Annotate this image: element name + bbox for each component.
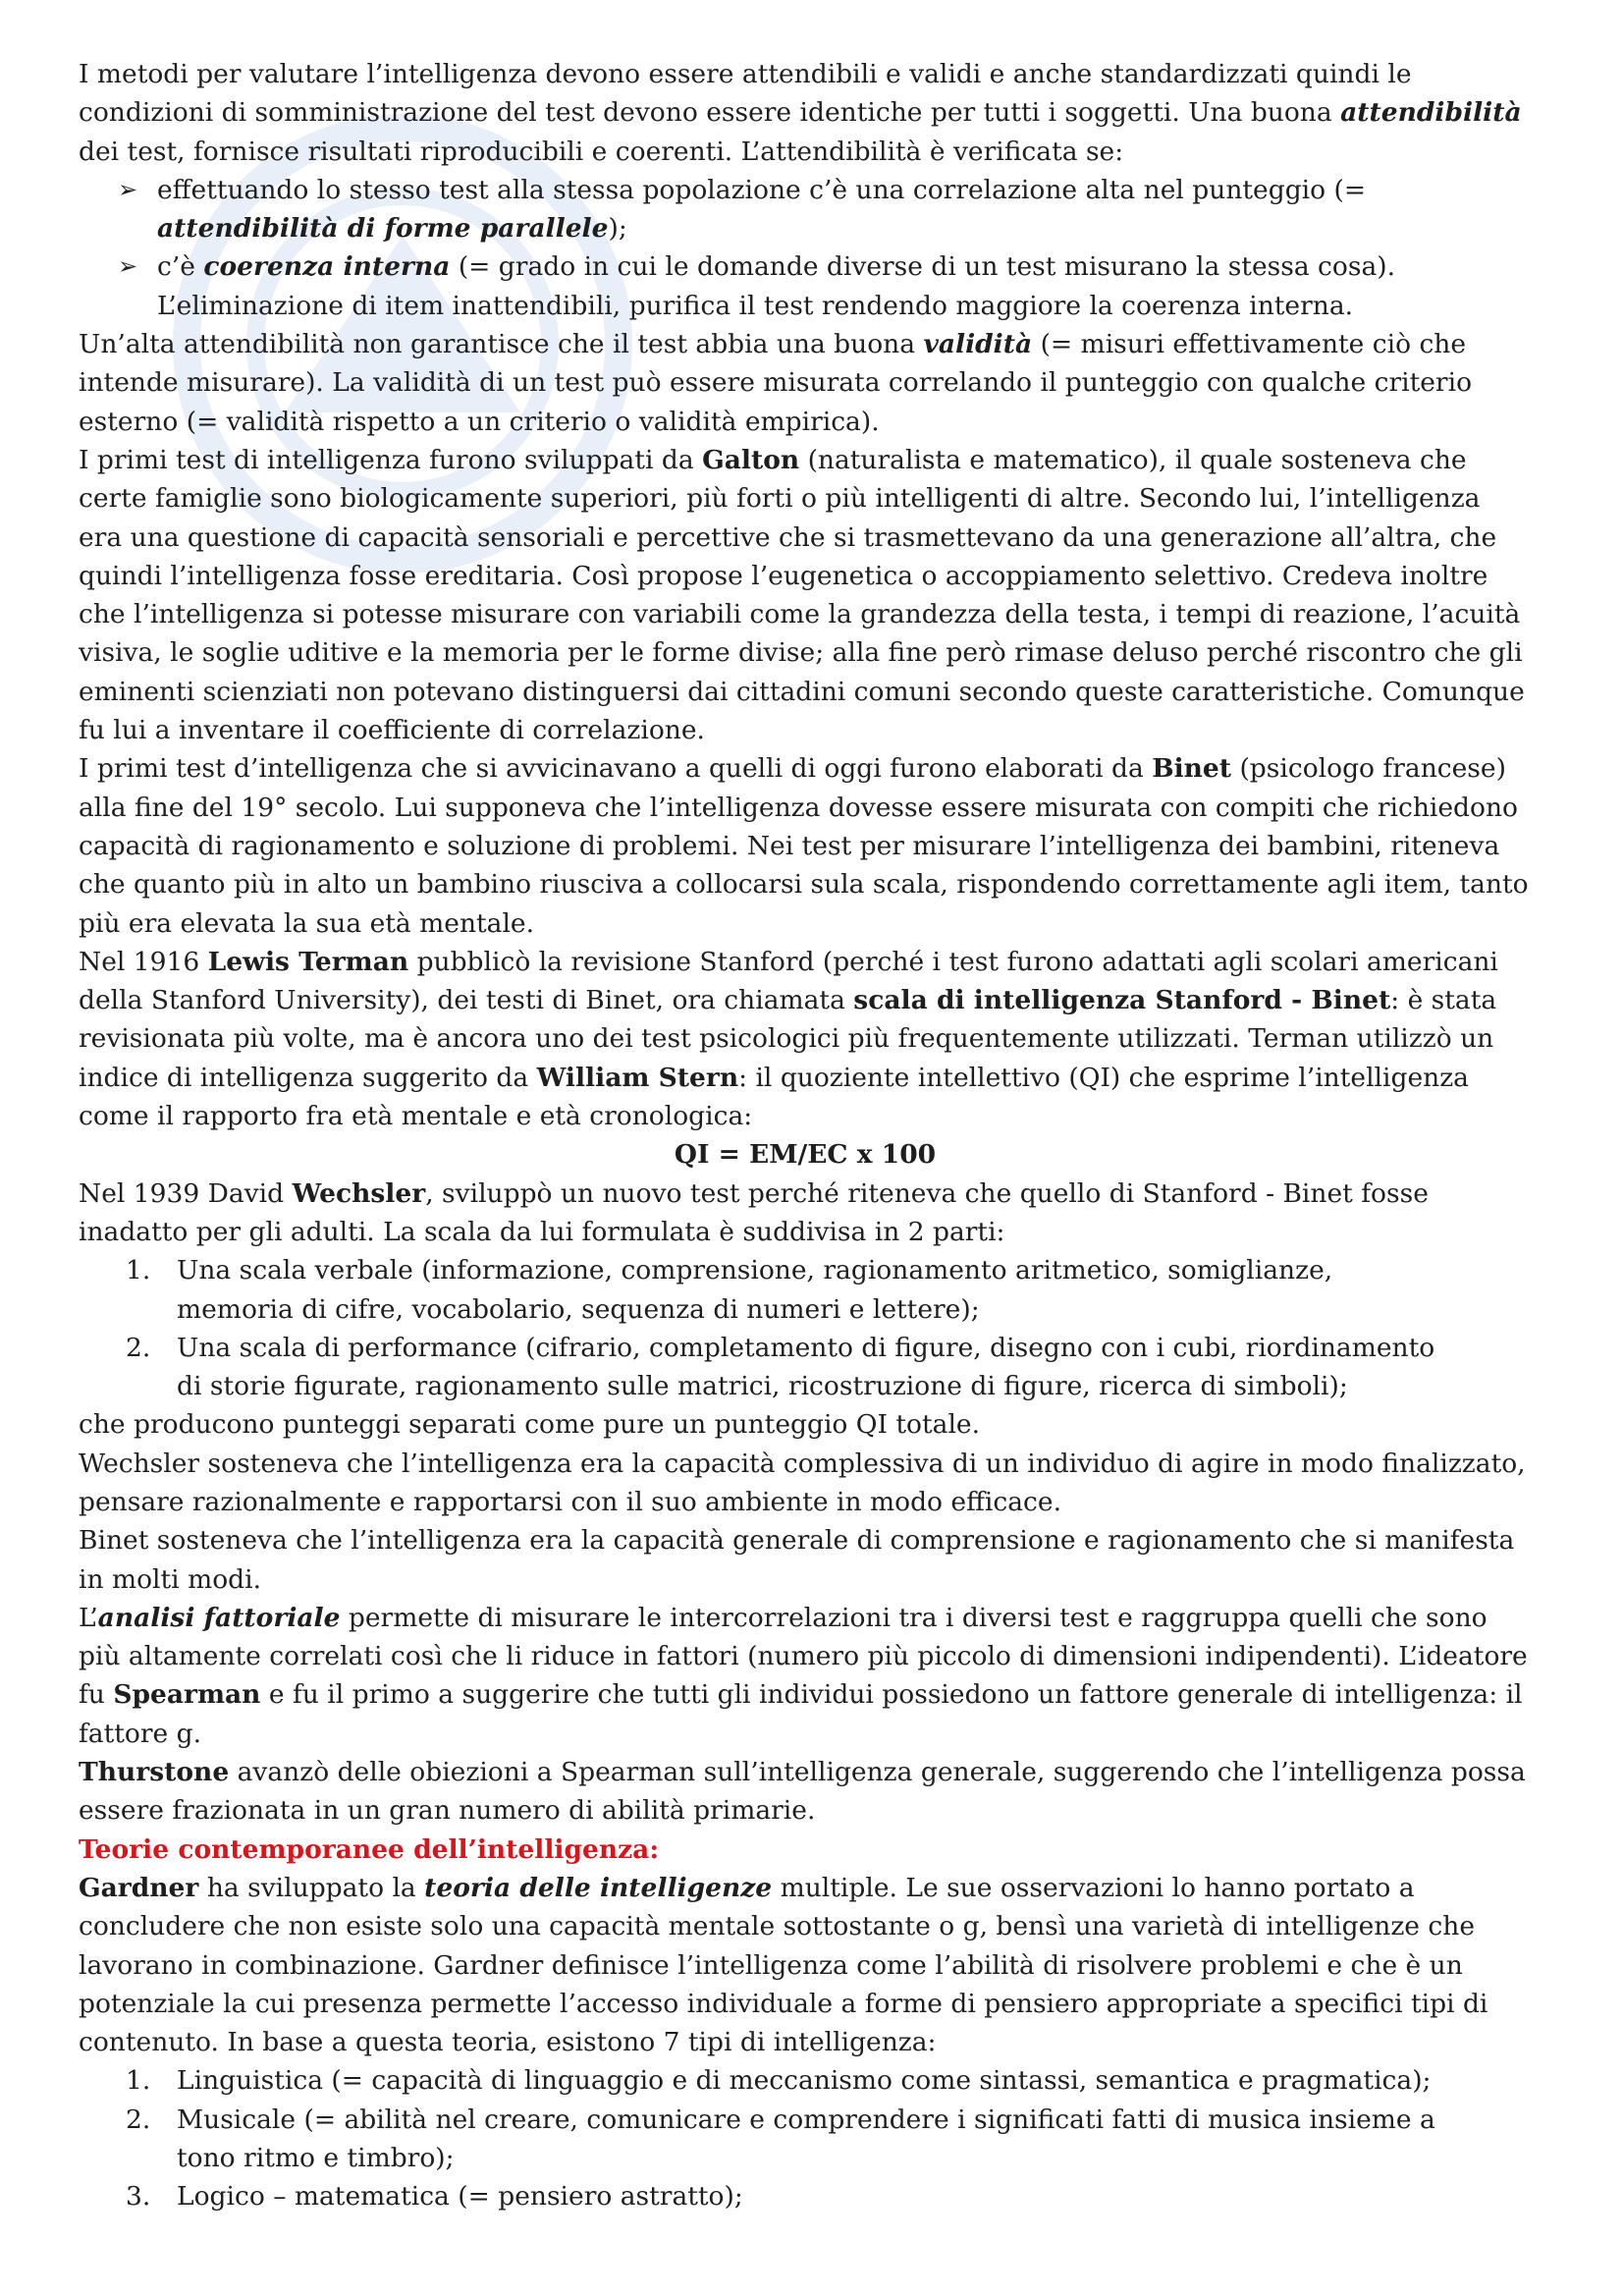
intelligence-types-list (79, 2061, 1532, 2215)
arrow-bullet-icon: ➢ (118, 252, 138, 281)
paragraph-binet-def: Binet sosteneva che l’intelligenza era la capacità generale di comprensione e ragionamento che si manifesta in molti modi. (79, 1525, 1515, 1595)
list-item: 1. Una scala verbale (informazione, comprensione, ragionamento aritmetico, somiglianze, memoria di cifre, vocabolario, sequenza di numeri e lettere); (126, 1255, 1333, 1325)
list-item: 2. Musicale (= abilità nel creare, comunicare e comprendere i significati fatti di musica insieme a tono ritmo e timbro); (126, 2104, 1435, 2174)
bullet-item: ➢ c’è coerenza interna (= grado in cui le domande diverse di un test misurano la stessa cosa). L’eliminazione di item inattendibili, purifica il test rendendo maggiore la coerenza interna. (79, 247, 1532, 325)
paragraph-terman: Nel 1916 Lewis Terman pubblicò la revisione Stanford (perché i test furono adattati agli scolari americani della Stanford University), dei testi di Binet, ora chiamata scala di intelligenza Stanford - Binet: è stata revisionata più volte, ma è ancora uno dei test psicologici più frequentemente utilizzati. Terman utilizzò un indice di intelligenza suggerito da William Stern: il quoziente intellettivo (QI) che esprime l’intelligenza come il rapporto fra età mentale e età cronologica: (79, 946, 1498, 1132)
document-page (79, 55, 1532, 2216)
arrow-bullet-icon: ➢ (118, 175, 138, 203)
list-item: 1. Linguistica (= capacità di linguaggio e di meccanismo come sintassi, semantica e pragmatica); (126, 2065, 1432, 2097)
bullet-item: ➢ effettuando lo stesso test alla stessa popolazione c’è una correlazione alta nel punteggio (= attendibilità di forme parallele); (79, 171, 1532, 248)
paragraph-gardner: Gardner ha sviluppato la teoria delle intelligenze multiple. Le sue osservazioni lo hanno portato a concludere che non esiste solo una capacità mentale sottostante o g, bensì una varietà di intelligenze che lavorano in combinazione. Gardner definisce l’intelligenza come l’abilità di risolvere problemi e che è un potenziale la cui presenza permette l’accesso individuale a forme di pensiero appropriate a specifici tipi di contenuto. In base a questa teoria, esistono 7 tipi di intelligenza: (79, 1872, 1488, 2058)
iq-formula: QI = EM/EC x 100 (674, 1139, 937, 1171)
paragraph-validita: Un’alta attendibilità non garantisce che il test abbia una buona validità (= misuri effettivamente ciò che intende misurare). La validità di un test può essere misurata correlando il punteggio con qualche criterio esterno (= validità rispetto a un criterio o validità empirica). (79, 329, 1473, 437)
paragraph-thurstone: Thurstone avanzò delle obiezioni a Spearman sull’intelligenza generale, suggerendo che l’intelligenza possa essere frazionata in un gran numero di abilità primarie. (79, 1757, 1526, 1827)
paragraph-attendibilita: I metodi per valutare l’intelligenza devono essere attendibili e validi e anche standardizzati quindi le condizioni di somministrazione del test devono essere identiche per tutti i soggetti. Una buona attendibilità dei test, fornisce risultati riproducibili e coerenti. L’attendibilità è verificata se: (79, 59, 1522, 167)
paragraph-binet: I primi test d’intelligenza che si avvicinavano a quelli di oggi furono elaborati da Binet (psicologo francese) alla fine del 19° secolo. Lui supponeva che l’intelligenza dovesse essere misurata con compiti che richiedono capacità di ragionamento e soluzione di problemi. Nei test per misurare l’intelligenza dei bambini, riteneva che quanto più in alto un bambino riusciva a collocarsi sula scala, rispondendo correttamente agli item, tanto più era elevata la sua età mentale. (79, 753, 1529, 939)
paragraph-punteggi: che producono punteggi separati come pure un punteggio QI totale. (79, 1409, 981, 1441)
wechsler-scale-list (79, 1251, 1532, 1405)
paragraph-analisi-fattoriale: L’analisi fattoriale permette di misurare le intercorrelazioni tra i diversi test e raggruppa quelli che sono più altamente correlati così che li riduce in fattori (numero più piccolo di dimensioni indipendenti). L’ideatore fu Spearman e fu il primo a suggerire che tutti gli individui possiedono un fattore generale di intelligenza: il fattore g. (79, 1602, 1528, 1749)
paragraph-galton: I primi test di intelligenza furono sviluppati da Galton (naturalista e matematico), il quale sosteneva che certe famiglie sono biologicamente superiori, più forti o più intelligenti di altre. Secondo lui, l’intelligenza era una questione di capacità sensoriali e percettive che si trasmettevano da una generazione all’altra, che quindi l’intelligenza fosse ereditaria. Così propose l’eugenetica o accoppiamento selettivo. Credeva inoltre che l’intelligenza si potesse misurare con variabili come la grandezza della testa, i tempi di reazione, l’acuità visiva, le soglie uditive e la memoria per le forme divise; alla fine però rimase deluso perché riscontro che gli eminenti scienziati non potevano distinguersi dai cittadini comuni secondo queste caratteristiche. Comunque fu lui a inventare il coefficiente di correlazione. (79, 444, 1525, 746)
section-heading: Teorie contemporanee dell’intelligenza: (79, 1833, 660, 1865)
list-item: 3. Logico – matematica (= pensiero astratto); (126, 2181, 743, 2213)
paragraph-wechsler: Nel 1939 David Wechsler, sviluppò un nuovo test perché riteneva che quello di Stanford - Binet fosse inadatto per gli adulti. La scala da lui formulata è suddivisa in 2 parti: (79, 1177, 1429, 1247)
paragraph-wechsler-def: Wechsler sosteneva che l’intelligenza era la capacità complessiva di un individuo di agire in modo finalizzato, pensare razionalmente e rapportarsi con il suo ambiente in modo efficace. (79, 1448, 1526, 1517)
list-item: 2. Una scala di performance (cifrario, completamento di figure, disegno con i cubi, riordinamento di storie figurate, ragionamento sulle matrici, ricostruzione di figure, ricerca di simboli); (126, 1332, 1435, 1402)
